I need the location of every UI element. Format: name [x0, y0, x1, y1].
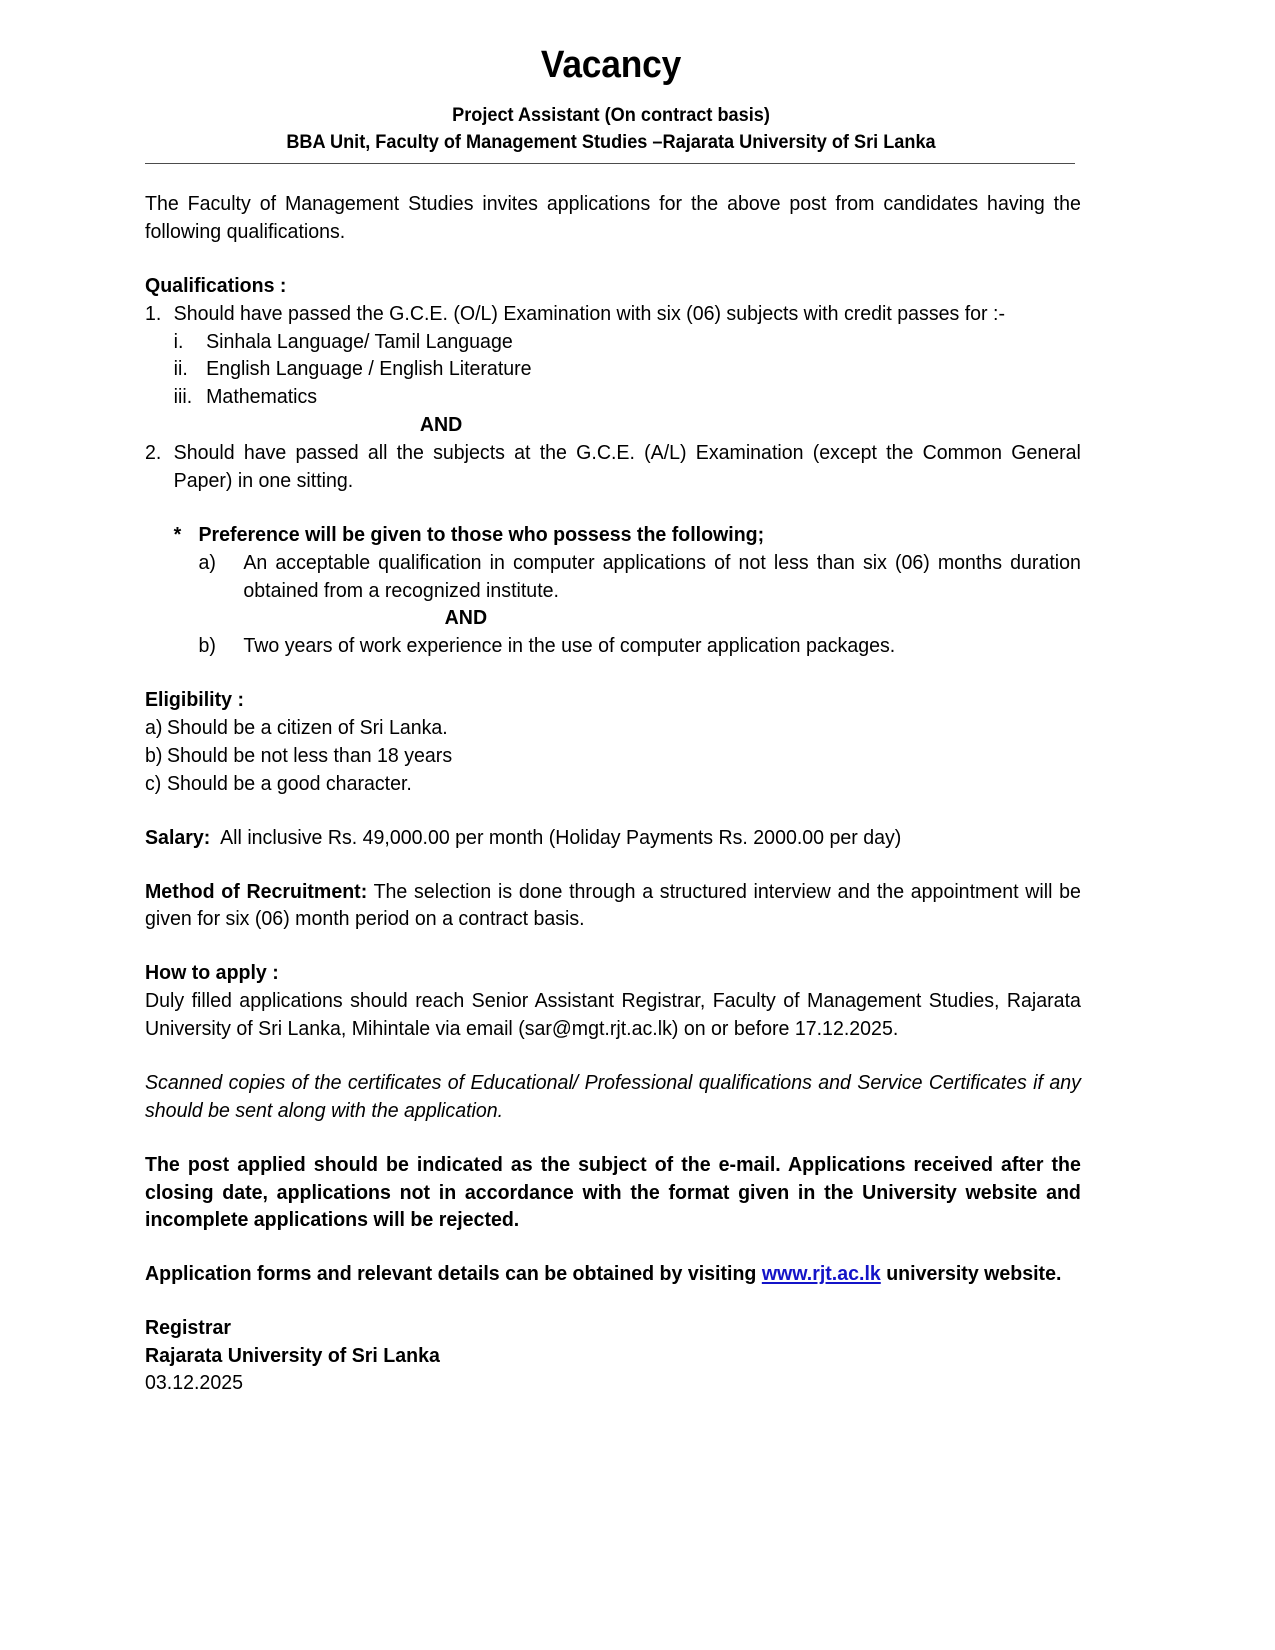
- list-marker: a): [198, 550, 216, 574]
- asterisk-icon: *: [173, 522, 182, 546]
- and-connector-2: AND: [444, 606, 488, 630]
- qualification-subitem: [174, 355, 1081, 383]
- and-connector-1: AND: [419, 413, 463, 437]
- salary-paragraph: [145, 824, 1081, 852]
- list-marker: b): [198, 634, 216, 658]
- preference-option-b-text: Two years of work experience in the use of computer application packages.: [243, 634, 896, 658]
- qualification-subitem: [174, 383, 1081, 411]
- application-forms-note: [145, 1260, 1081, 1288]
- signature-role: Registrar: [145, 1316, 231, 1340]
- qualifications-heading: Qualifications :: [145, 273, 287, 297]
- qualification-item-2-text: Should have passed all the subjects at the G.C.E. (A/L) Examination (except the Common General Paper) in one sitting.: [173, 441, 1081, 492]
- salary-value: All inclusive Rs. 49,000.00 per month (Holiday Payments Rs. 2000.00 per day): [220, 825, 902, 849]
- list-marker: 2.: [145, 441, 162, 465]
- rejection-warning: The post applied should be indicated as the subject of the e-mail. Applications received after the closing date, applications not in accordance with the format given in the University website and incomplete applications will be rejected.: [145, 1152, 1081, 1232]
- qualification-item-1: [145, 300, 1081, 328]
- document-body: [145, 190, 1081, 1397]
- salary-label: Salary:: [145, 825, 211, 849]
- preference-heading-row: [174, 521, 1081, 549]
- signature-date: 03.12.2025: [145, 1371, 243, 1395]
- qualification-subitem-text: Sinhala Language/ Tamil Language: [206, 329, 513, 353]
- eligibility-item-text: Should be not less than 18 years: [166, 743, 453, 767]
- signature-organization: Rajarata University of Sri Lanka: [145, 1343, 440, 1367]
- preference-heading-text: Preference will be given to those who possess the following;: [198, 522, 765, 546]
- list-marker: c): [145, 771, 162, 795]
- recruitment-paragraph: [145, 878, 1081, 934]
- qualification-item-2: [145, 439, 1081, 495]
- preference-option-a: [198, 549, 1080, 605]
- recruitment-text: The selection is done through a structured interview and the appointment will be given for six (06) month period on a contract basis.: [145, 879, 1081, 931]
- list-marker: iii.: [173, 385, 193, 409]
- forms-note-before: Application forms and relevant details can be obtained by visiting: [145, 1262, 762, 1286]
- eligibility-item-text: Should be a good character.: [166, 771, 412, 795]
- subtitle-department: BBA Unit, Faculty of Management Studies –Rajarata University of Sri Lanka: [286, 131, 936, 154]
- forms-note-after: university website.: [880, 1262, 1062, 1286]
- intro-paragraph: The Faculty of Management Studies invites applications for the above post from candidates having the following qualifications.: [145, 192, 1081, 243]
- eligibility-heading: Eligibility :: [145, 688, 244, 712]
- eligibility-item: [145, 770, 1081, 798]
- document-subtitle: [178, 102, 1045, 157]
- qualification-subitem: [174, 328, 1081, 356]
- signature-block: [145, 1314, 1081, 1396]
- list-marker: 1.: [145, 301, 162, 325]
- preference-option-a-text: An acceptable qualification in computer applications of not less than six (06) months duration obtained from a recognized institute.: [243, 550, 1081, 602]
- scanned-copies-note: Scanned copies of the certificates of Educational/ Professional qualifications and Service Certificates if any should be sent along with the application.: [145, 1070, 1081, 1122]
- eligibility-item: [145, 742, 1081, 770]
- qualification-subitem-text: English Language / English Literature: [206, 357, 532, 381]
- subtitle-position: Project Assistant (On contract basis): [452, 103, 770, 126]
- list-marker: i.: [173, 329, 184, 353]
- qualification-subitem-text: Mathematics: [206, 385, 318, 409]
- eligibility-item-text: Should be a citizen of Sri Lanka.: [166, 716, 448, 740]
- preference-option-b: [198, 632, 1080, 660]
- university-website-link[interactable]: www.rjt.ac.lk: [761, 1262, 881, 1286]
- list-marker: b): [145, 743, 163, 767]
- qualification-item-1-text: Should have passed the G.C.E. (O/L) Examination with six (06) subjects with credit passes for :-: [173, 301, 1005, 325]
- page-title: Vacancy: [540, 44, 682, 86]
- recruitment-label: Method of Recruitment:: [145, 879, 368, 903]
- how-to-apply-text: Duly filled applications should reach Senior Assistant Registrar, Faculty of Management Studies, Rajarata University of Sri Lanka, Mihintale via email (sar@mgt.rjt.ac.lk) on or before 17.12.2025.: [145, 989, 1081, 1041]
- header-divider: [145, 163, 1075, 164]
- eligibility-item: [145, 714, 1081, 742]
- list-marker: a): [145, 716, 163, 740]
- list-marker: ii.: [173, 357, 188, 381]
- how-to-apply-heading: How to apply :: [145, 961, 279, 985]
